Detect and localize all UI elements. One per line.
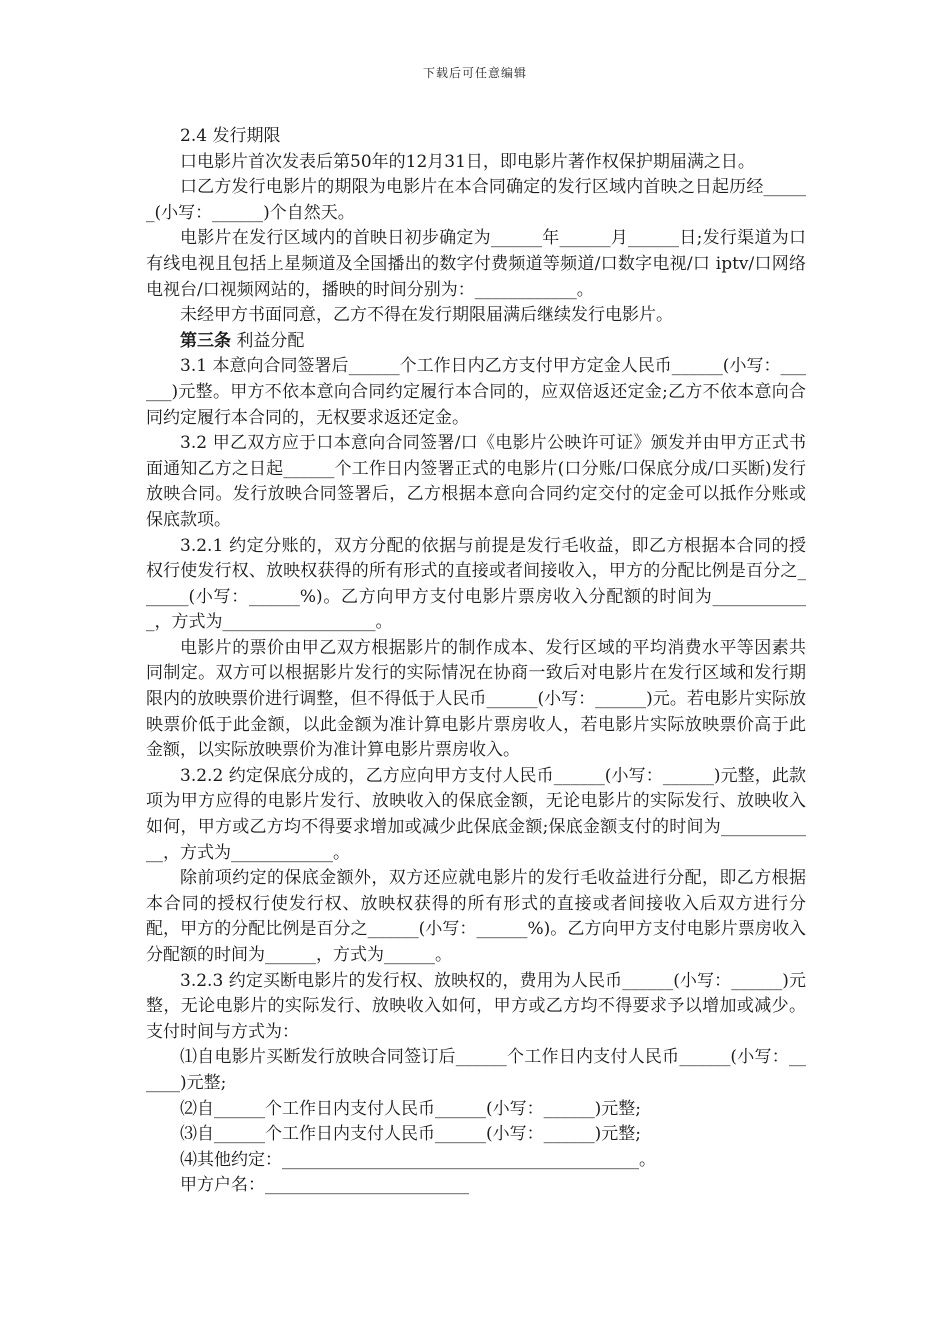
article-title: 利益分配 <box>236 330 305 351</box>
list-item: ⑵自______个工作日内支付人民币______(小写：______)元整; <box>180 1098 641 1119</box>
section-heading-2-4: 2.4 发行期限 <box>180 126 281 146</box>
paragraph: 电影片在发行区域内的首映日初步确定为______年______月______日;发行渠道为口有线电视且包括上星频道及全国播出的数字付费频道等频道/口数字电视/口 iptv/口网络电视台/口视频网站的，播映的时间分别为：____________。 <box>146 228 806 300</box>
paragraph: 未经甲方书面同意，乙方不得在发行期限届满后继续发行电影片。 <box>180 305 673 326</box>
paragraph: 3.2.2 约定保底分成的，乙方应向甲方支付人民币______(小写：______)元整，此款项为甲方应得的电影片发行、放映收入的保底金额，无论电影片的实际发行、放映收入如何，甲方或乙方均不得要求增加或减少此保底金额;保底金额支付的时间为____________，方式为____________。 <box>146 765 806 863</box>
article-heading <box>146 329 806 355</box>
list-item: ⑶自______个工作日内支付人民币______(小写：______)元整; <box>180 1124 641 1145</box>
paragraph: 3.2.3 约定买断电影片的发行权、放映权的，费用为人民币______(小写：______)元整，无论电影片的实际发行、放映收入如何，甲方或乙方均不得要求予以增加或减少。支付时间与方式为： <box>146 970 806 1042</box>
paragraph: 电影片的票价由甲乙双方根据影片的制作成本、发行区域的平均消费水平等因素共同制定。双方可以根据影片发行的实际情况在协商一致后对电影片在发行区域和发行期限内的放映票价进行调整，但不得低于人民币______(小写：______)元。若电影片实际放映票价低于此金额，以此金额为准计算电影片票房收人，若电影片实际放映票价高于此金额，以实际放映票价为准计算电影片票房收入。 <box>146 637 806 761</box>
paragraph: 口电影片首次发表后第50年的12月31日，即电影片著作权保护期届满之日。 <box>180 151 755 172</box>
article-label: 第三条 <box>180 330 231 351</box>
page-header: 下载后可任意编辑 <box>422 66 527 80</box>
list-item: ⑴自电影片买断发行放映合同签订后______个工作日内支付人民币______(小写：______)元整; <box>146 1047 806 1093</box>
paragraph: 口乙方发行电影片的期限为电影片在本合同确定的发行区域内首映之日起历经______(小写：______)个自然天。 <box>146 177 806 223</box>
document-body <box>146 124 806 1199</box>
list-item: ⑷其他约定：__________________________________________。 <box>180 1149 656 1170</box>
account-name-line: 甲方户名：________________________ <box>180 1175 469 1196</box>
paragraph: 3.2 甲乙双方应于口本意向合同签署/口《电影片公映许可证》颁发并由甲方正式书面通知乙方之日起______个工作日内签署正式的电影片(口分账/口保底分成/口买断)发行放映合同。发行放映合同签署后，乙方根据本意向合同约定交付的定金可以抵作分账或保底款项。 <box>146 433 806 530</box>
paragraph: 3.1 本意向合同签署后______个工作日内乙方支付甲方定金人民币______(小写：______)元整。甲方不依本意向合同约定履行本合同的，应双倍返还定金;乙方不依本意向合同约定履行本合同的，无权要求返还定金。 <box>146 356 806 428</box>
paragraph: 除前项约定的保底金额外，双方还应就电影片的发行毛收益进行分配，即乙方根据本合同的授权行使发行权、放映权获得的所有形式的直接或者间接收入后双方进行分配，甲方的分配比例是百分之______(小写：______%)。乙方向甲方支付电影片票房收入分配额的时间为______，方式为______。 <box>146 868 806 965</box>
paragraph: 3.2.1 约定分账的，双方分配的依据与前提是发行毛收益，即乙方根据本合同的授权行使发行权、放映权获得的所有形式的直接或者间接收入，甲方的分配比例是百分之______(小写：______%)。乙方向甲方支付电影片票房收入分配额的时间为____________，方式为__________________。 <box>146 535 806 633</box>
